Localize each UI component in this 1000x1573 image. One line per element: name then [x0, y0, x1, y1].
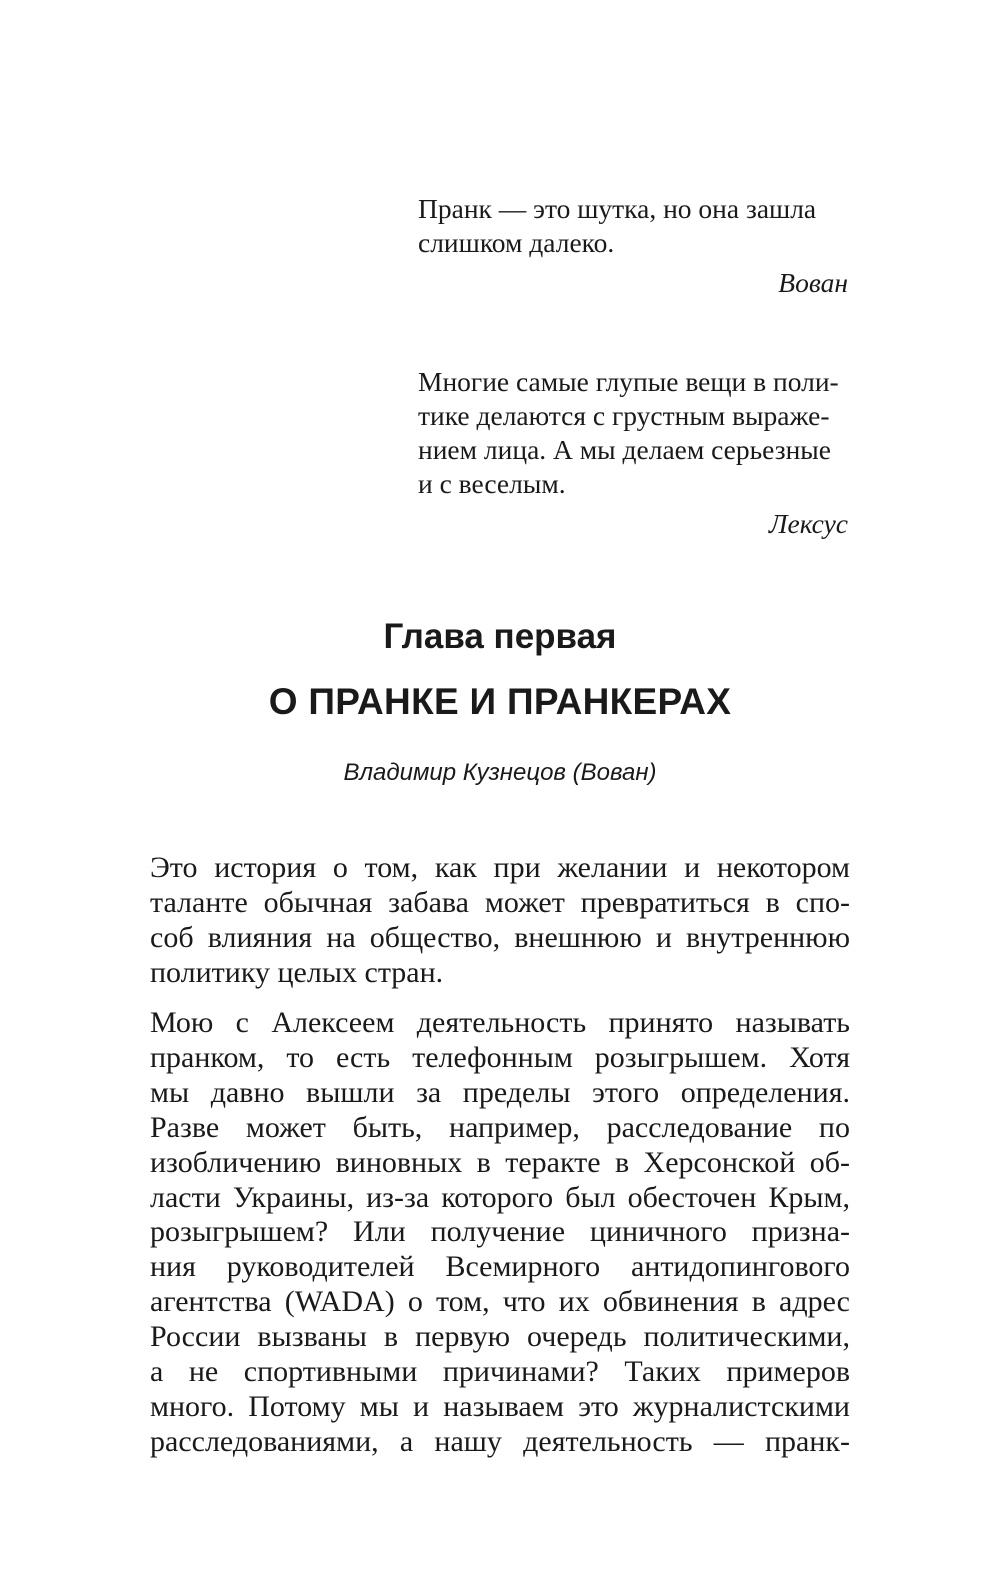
- epigraph-line: и с веселым.: [418, 468, 566, 499]
- epigraph-line: слишком далеко.: [418, 227, 615, 258]
- epigraph-1: [418, 192, 848, 300]
- paragraph-line: политику целых стран.: [150, 955, 444, 989]
- chapter-label: Глава первая: [383, 617, 617, 656]
- paragraph-line: таланте обычная забава может превратиться в спо-: [150, 885, 850, 919]
- paragraph-line: Это история о том, как при желании и некотором: [150, 851, 850, 884]
- epigraph-line: Пранк — это шутка, но она зашла: [418, 193, 817, 224]
- paragraph-line: а не спортивными причинами? Таких примеров: [150, 1355, 850, 1389]
- epigraph-author: Лексус: [768, 508, 848, 539]
- paragraph-line: расследованиями, а нашу деятельность — пранк-: [150, 1424, 850, 1458]
- paragraph-line: Разве может быть, например, расследование по: [150, 1110, 850, 1144]
- epigraph-author: Вован: [778, 267, 848, 298]
- paragraph-line: соб влияния на общество, внешнюю и внутреннюю: [150, 920, 850, 954]
- paragraph-2: [150, 1006, 850, 1460]
- paragraph-line: ния руководителей Всемирного антидопингового: [150, 1250, 850, 1284]
- paragraph-line: розыгрышем? Или получение циничного призна-: [150, 1215, 850, 1249]
- epigraph-line: Многие самые глупые вещи в поли-: [418, 366, 839, 397]
- paragraph-line: ласти Украины, из-за которого был обесточен Крым,: [150, 1180, 850, 1214]
- paragraph-line: много. Потому мы и называем это журналистскими: [150, 1389, 850, 1423]
- paragraph-1: [150, 851, 850, 991]
- paragraph-line: агентства (WADA) о том, что их обвинения в адрес: [150, 1285, 850, 1319]
- epigraph-line: тике делаются с грустным выраже-: [418, 400, 830, 431]
- paragraph-line: России вызваны в первую очередь политическими,: [150, 1320, 850, 1354]
- paragraph-line: Мою с Алексеем деятельность принято называть: [150, 1006, 850, 1039]
- paragraph-line: мы давно вышли за пределы этого определения.: [150, 1075, 850, 1109]
- paragraph-line: изобличению виновных в теракте в Херсонской об-: [150, 1145, 850, 1179]
- paragraph-line: пранком, то есть телефонным розыгрышем. Хотя: [150, 1040, 850, 1074]
- epigraph-2: [418, 365, 848, 541]
- epigraph-line: нием лица. А мы делаем серьезные: [418, 434, 831, 465]
- chapter-title: О ПРАНКЕ И ПРАНКЕРАХ: [268, 681, 732, 722]
- chapter-author: Владимир Кузнецов (Вован): [343, 759, 657, 786]
